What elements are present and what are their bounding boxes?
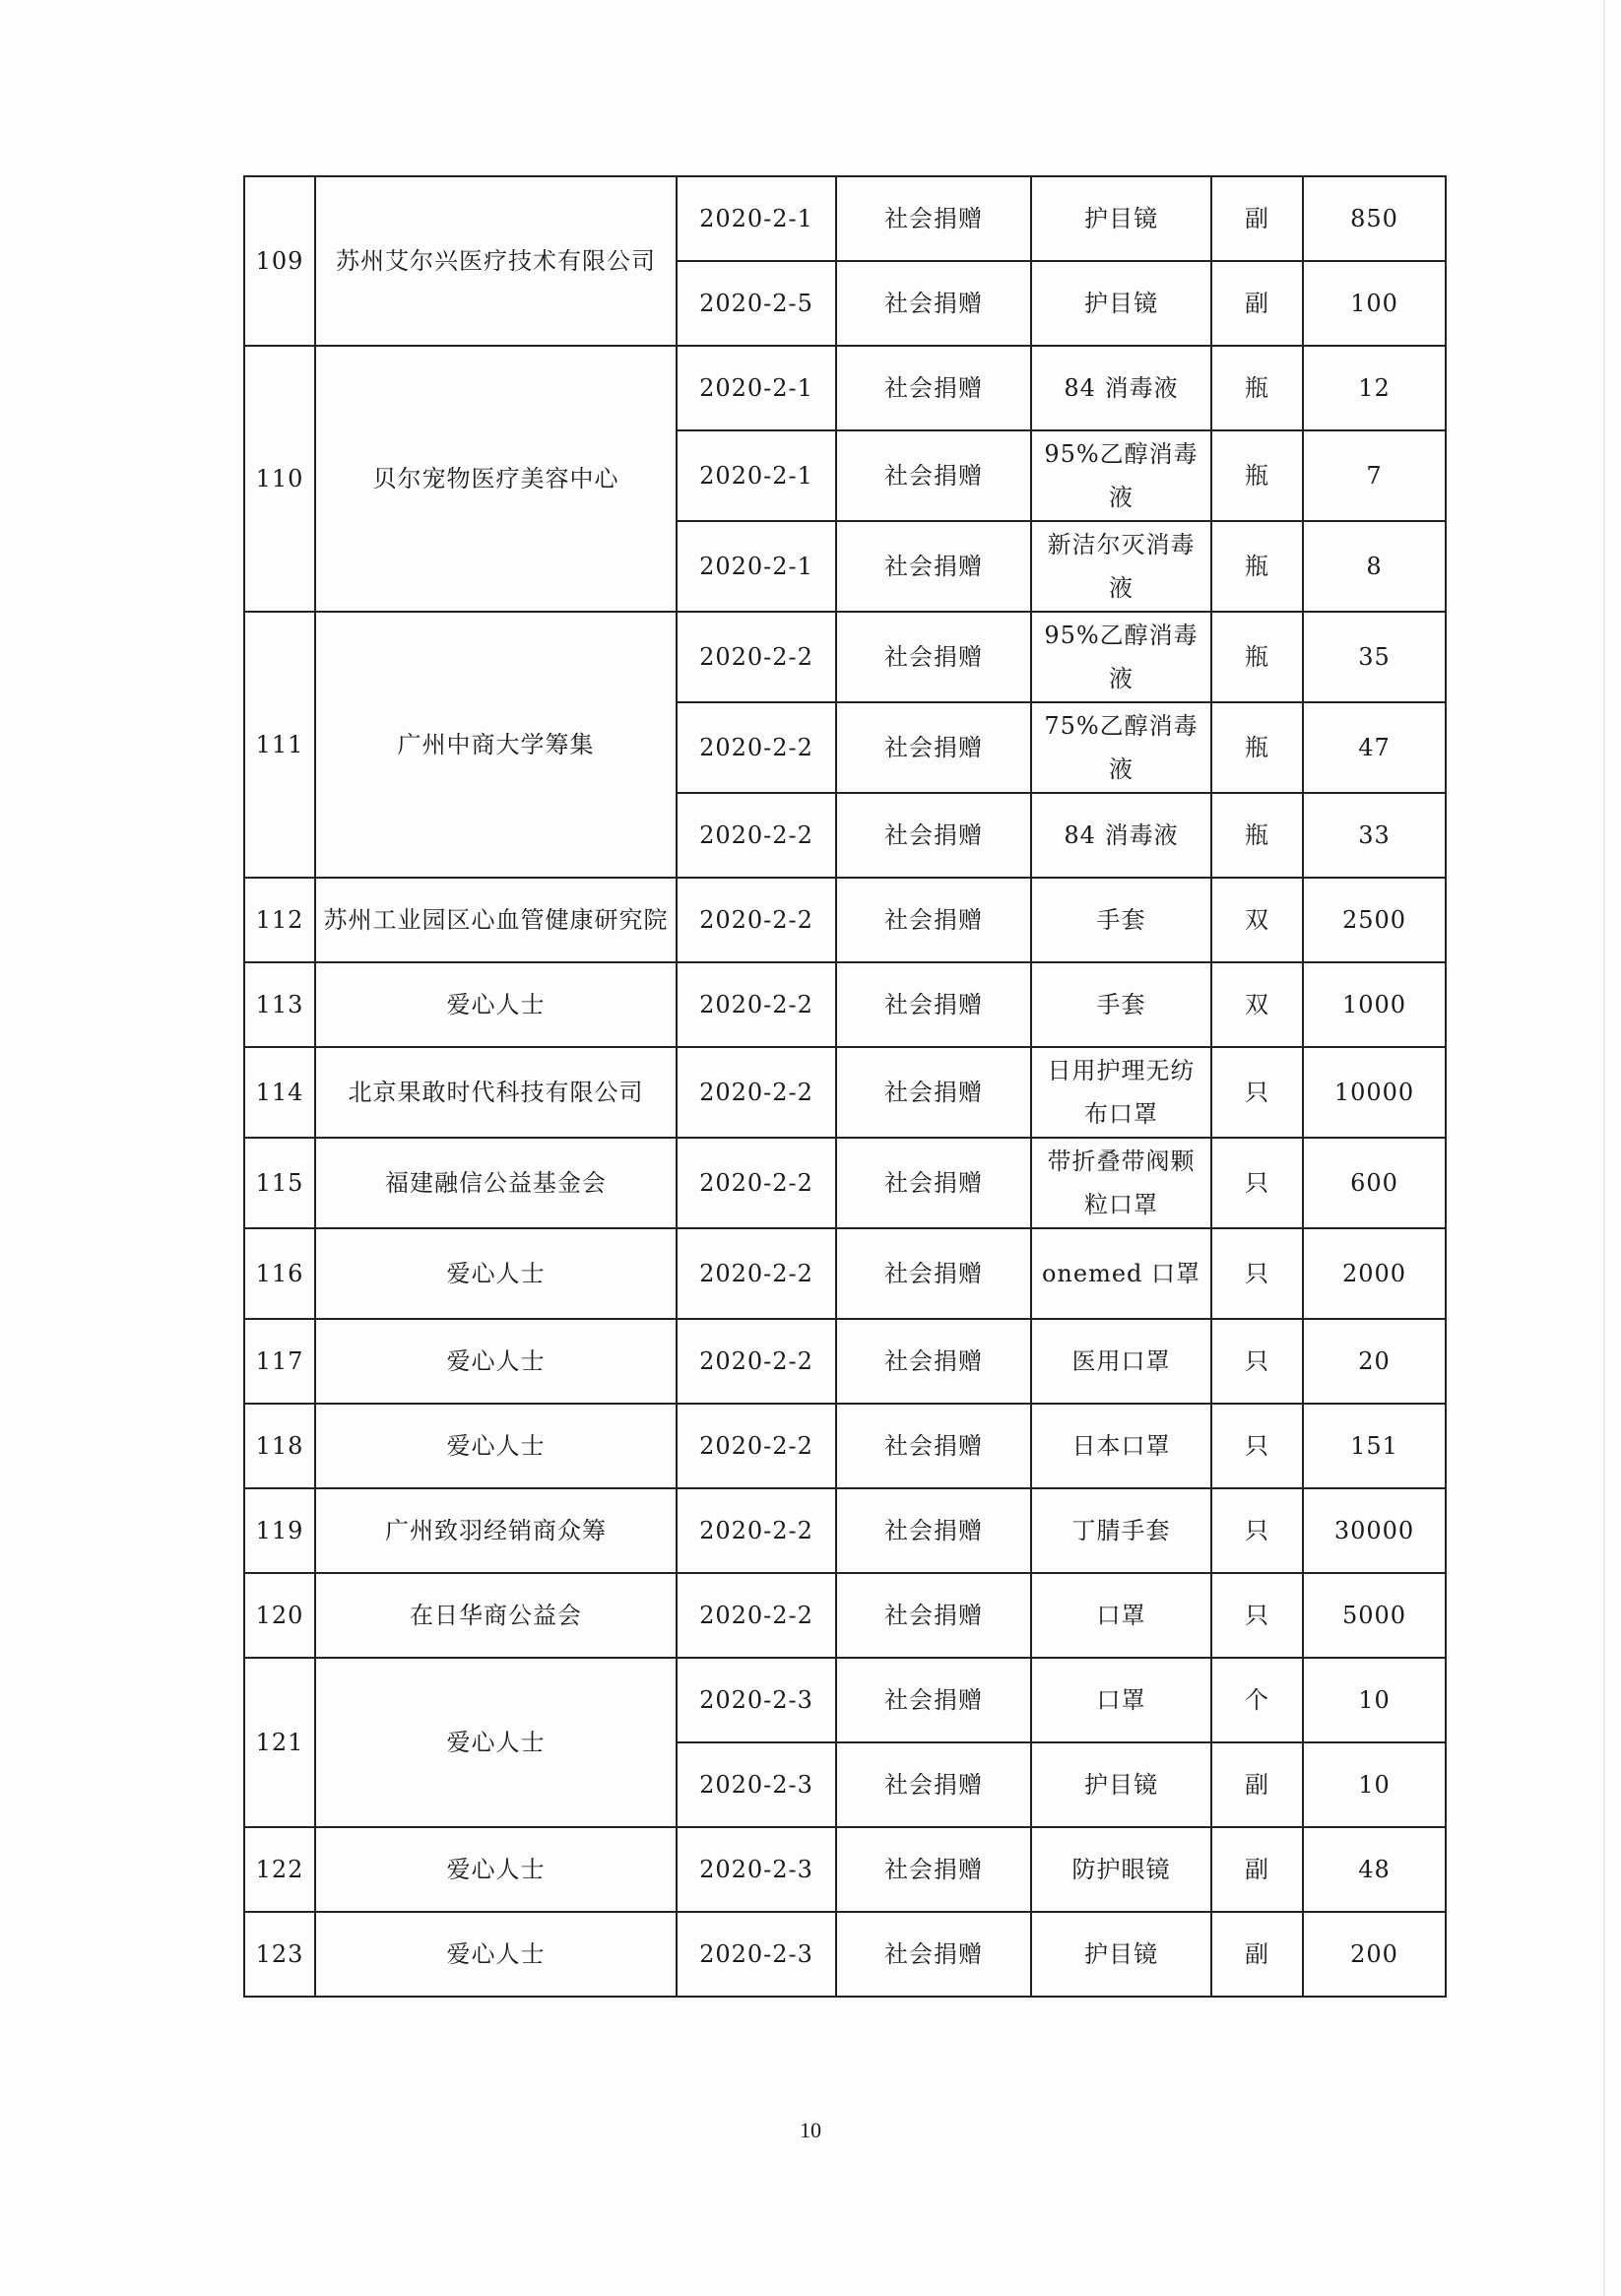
unit-cell: 双 [1211,962,1303,1047]
date-cell: 2020-2-2 [677,878,836,962]
date-cell: 2020-2-2 [677,1228,836,1319]
quantity-cell: 10 [1303,1658,1446,1742]
donation-type-cell: 社会捐赠 [836,1742,1031,1827]
quantity-cell: 47 [1303,702,1446,793]
quantity-cell: 48 [1303,1827,1446,1912]
date-cell: 2020-2-2 [677,1488,836,1573]
donation-type-cell: 社会捐赠 [836,1573,1031,1658]
quantity-cell: 20 [1303,1319,1446,1404]
donor-cell: 爱心人士 [315,1319,677,1404]
table-row [244,878,1446,962]
donation-type-cell: 社会捐赠 [836,612,1031,702]
unit-cell: 只 [1211,1488,1303,1573]
quantity-cell: 200 [1303,1912,1446,1997]
item-cell: 手套 [1031,962,1211,1047]
donation-type-cell: 社会捐赠 [836,1228,1031,1319]
date-cell: 2020-2-1 [677,521,836,612]
row-number-cell: 117 [244,1319,315,1404]
table-row [244,1404,1446,1488]
unit-cell: 只 [1211,1573,1303,1658]
donation-type-cell: 社会捐赠 [836,702,1031,793]
item-cell: 口罩 [1031,1573,1211,1658]
date-cell: 2020-2-2 [677,702,836,793]
row-number-cell: 111 [244,612,315,878]
donation-type-cell: 社会捐赠 [836,176,1031,261]
unit-cell: 双 [1211,878,1303,962]
donation-type-cell: 社会捐赠 [836,1319,1031,1404]
unit-cell: 瓶 [1211,521,1303,612]
date-cell: 2020-2-2 [677,1319,836,1404]
date-cell: 2020-2-2 [677,1047,836,1138]
donor-cell: 爱心人士 [315,962,677,1047]
unit-cell: 只 [1211,1228,1303,1319]
item-cell: 84 消毒液 [1031,793,1211,878]
donation-type-cell: 社会捐赠 [836,430,1031,521]
donation-type-cell: 社会捐赠 [836,1047,1031,1138]
donor-cell: 广州中商大学筹集 [315,612,677,878]
item-cell: 带折叠带阀颗粒口罩 [1031,1138,1211,1228]
date-cell: 2020-2-2 [677,962,836,1047]
item-cell: 口罩 [1031,1658,1211,1742]
page-number: 10 [800,2118,821,2142]
donor-cell: 爱心人士 [315,1912,677,1997]
row-number-cell: 114 [244,1047,315,1138]
quantity-cell: 35 [1303,612,1446,702]
table-row [244,176,1446,261]
row-number-cell: 123 [244,1912,315,1997]
unit-cell: 瓶 [1211,702,1303,793]
unit-cell: 只 [1211,1319,1303,1404]
table-row [244,612,1446,702]
item-cell: 丁腈手套 [1031,1488,1211,1573]
table-row [244,1228,1446,1319]
item-cell: 医用口罩 [1031,1319,1211,1404]
table-row [244,1827,1446,1912]
unit-cell: 只 [1211,1047,1303,1138]
table-row [244,1573,1446,1658]
unit-cell: 个 [1211,1658,1303,1742]
donor-cell: 北京果敢时代科技有限公司 [315,1047,677,1138]
date-cell: 2020-2-3 [677,1658,836,1742]
table-body [244,176,1446,1997]
donation-table [243,175,1447,1998]
item-cell: 日本口罩 [1031,1404,1211,1488]
row-number-cell: 119 [244,1488,315,1573]
item-cell: 护目镜 [1031,261,1211,346]
date-cell: 2020-2-3 [677,1912,836,1997]
unit-cell: 副 [1211,1742,1303,1827]
table-row [244,1138,1446,1228]
donation-type-cell: 社会捐赠 [836,1488,1031,1573]
unit-cell: 只 [1211,1404,1303,1488]
donor-cell: 贝尔宠物医疗美容中心 [315,346,677,612]
row-number-cell: 118 [244,1404,315,1488]
quantity-cell: 1000 [1303,962,1446,1047]
quantity-cell: 151 [1303,1404,1446,1488]
row-number-cell: 122 [244,1827,315,1912]
table-row [244,1319,1446,1404]
quantity-cell: 33 [1303,793,1446,878]
quantity-cell: 100 [1303,261,1446,346]
item-cell: 护目镜 [1031,1912,1211,1997]
row-number-cell: 109 [244,176,315,346]
quantity-cell: 10000 [1303,1047,1446,1138]
item-cell: 护目镜 [1031,176,1211,261]
donor-cell: 苏州艾尔兴医疗技术有限公司 [315,176,677,346]
donor-cell: 爱心人士 [315,1658,677,1827]
row-number-cell: 121 [244,1658,315,1827]
donation-type-cell: 社会捐赠 [836,521,1031,612]
item-cell: 日用护理无纺布口罩 [1031,1047,1211,1138]
quantity-cell: 12 [1303,346,1446,430]
unit-cell: 副 [1211,261,1303,346]
date-cell: 2020-2-1 [677,346,836,430]
row-number-cell: 113 [244,962,315,1047]
donor-cell: 广州致羽经销商众筹 [315,1488,677,1573]
scan-edge [1603,0,1605,2296]
date-cell: 2020-2-3 [677,1742,836,1827]
quantity-cell: 850 [1303,176,1446,261]
donor-cell: 爱心人士 [315,1404,677,1488]
row-number-cell: 115 [244,1138,315,1228]
item-cell: 手套 [1031,878,1211,962]
item-cell: 95%乙醇消毒液 [1031,430,1211,521]
unit-cell: 副 [1211,176,1303,261]
date-cell: 2020-2-5 [677,261,836,346]
donation-type-cell: 社会捐赠 [836,346,1031,430]
item-cell: 防护眼镜 [1031,1827,1211,1912]
date-cell: 2020-2-2 [677,1573,836,1658]
donation-type-cell: 社会捐赠 [836,261,1031,346]
row-number-cell: 112 [244,878,315,962]
item-cell: 新洁尔灭消毒液 [1031,521,1211,612]
quantity-cell: 30000 [1303,1488,1446,1573]
donor-cell: 爱心人士 [315,1228,677,1319]
table-row [244,346,1446,430]
item-cell: 84 消毒液 [1031,346,1211,430]
unit-cell: 瓶 [1211,612,1303,702]
item-cell: 95%乙醇消毒液 [1031,612,1211,702]
table-row [244,1912,1446,1997]
donation-type-cell: 社会捐赠 [836,1138,1031,1228]
donor-cell: 在日华商公益会 [315,1573,677,1658]
row-number-cell: 116 [244,1228,315,1319]
table-row [244,962,1446,1047]
unit-cell: 瓶 [1211,793,1303,878]
table-row [244,1488,1446,1573]
donation-type-cell: 社会捐赠 [836,962,1031,1047]
table-row [244,1658,1446,1742]
unit-cell: 瓶 [1211,346,1303,430]
donation-type-cell: 社会捐赠 [836,1827,1031,1912]
donation-type-cell: 社会捐赠 [836,878,1031,962]
donation-type-cell: 社会捐赠 [836,793,1031,878]
date-cell: 2020-2-2 [677,612,836,702]
item-cell: 护目镜 [1031,1742,1211,1827]
date-cell: 2020-2-2 [677,1138,836,1228]
quantity-cell: 2000 [1303,1228,1446,1319]
quantity-cell: 600 [1303,1138,1446,1228]
date-cell: 2020-2-1 [677,176,836,261]
donation-type-cell: 社会捐赠 [836,1912,1031,1997]
quantity-cell: 10 [1303,1742,1446,1827]
donor-cell: 苏州工业园区心血管健康研究院 [315,878,677,962]
unit-cell: 只 [1211,1138,1303,1228]
donor-cell: 爱心人士 [315,1827,677,1912]
date-cell: 2020-2-2 [677,1404,836,1488]
item-cell: onemed 口罩 [1031,1228,1211,1319]
donation-type-cell: 社会捐赠 [836,1658,1031,1742]
row-number-cell: 110 [244,346,315,612]
unit-cell: 瓶 [1211,430,1303,521]
date-cell: 2020-2-1 [677,430,836,521]
date-cell: 2020-2-2 [677,793,836,878]
table-row [244,1047,1446,1138]
row-number-cell: 120 [244,1573,315,1658]
quantity-cell: 7 [1303,430,1446,521]
item-cell: 75%乙醇消毒液 [1031,702,1211,793]
quantity-cell: 2500 [1303,878,1446,962]
quantity-cell: 5000 [1303,1573,1446,1658]
date-cell: 2020-2-3 [677,1827,836,1912]
donation-type-cell: 社会捐赠 [836,1404,1031,1488]
quantity-cell: 8 [1303,521,1446,612]
donor-cell: 福建融信公益基金会 [315,1138,677,1228]
unit-cell: 副 [1211,1827,1303,1912]
unit-cell: 副 [1211,1912,1303,1997]
